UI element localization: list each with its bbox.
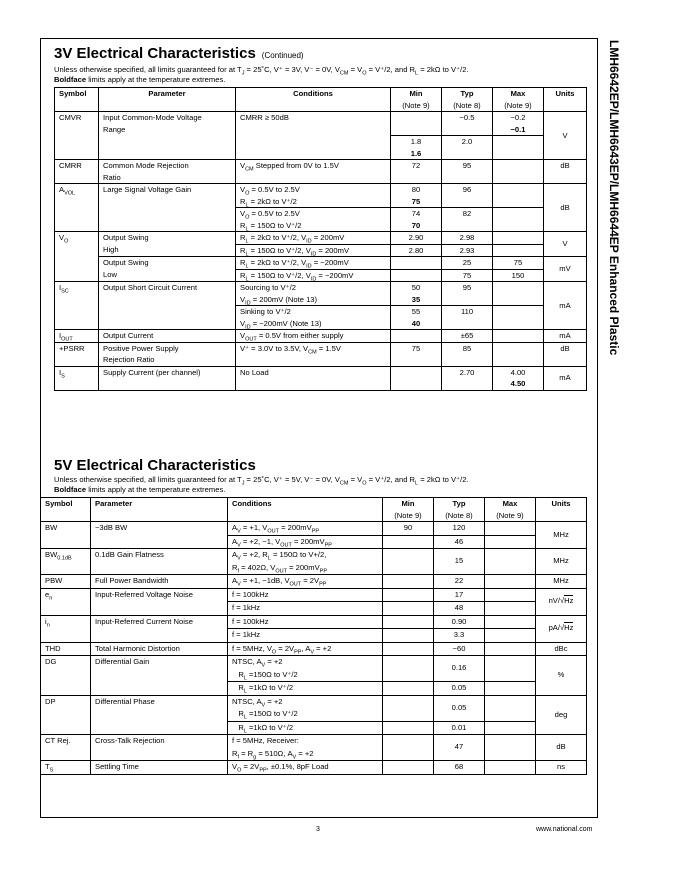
table-row: $A_{VOL}$ Large Signal Voltage Gain $V_O = 0.5V$ to 2.5V $R_L = 2k\Omega$ to V⁺/2 80 75 96 dB (55, 184, 587, 208)
table-row: Sinking to V⁺/2 $V_{ID} = -200mV$ (Note 13) 55 40 110 (55, 306, 587, 330)
table-header: Symbol Parameter Conditions Min (Note 9) Typ (Note 8) Max (Note 9) Units (41, 498, 587, 522)
table-row: $I_{OUT}$ Output Current $V_{OUT} = 0.5V$ from either supply ±65 mA (55, 330, 587, 343)
side-title (603, 40, 623, 520)
section-3v-note: Unless otherwise specified, all limits guaranteed for at $T_J$ = 25˚C, V⁺ = 3V, V⁻ = 0V, $V_{CM} = V_O = V^+/2$, and $R_L = 2k\Omega$ to V⁺/2. Boldface limits apply at the temperature extremes. (54, 65, 469, 84)
table-header: Symbol Parameter Conditions Min (Note 9) Typ (Note 8) Max (Note 9) Units (55, 88, 587, 112)
table-5v (40, 497, 587, 775)
sqrt-icon: √ (559, 623, 565, 633)
table-row: DP Differential Phase NTSC, $A_V = +2$ $R_L =150\Omega$ to V⁺/2 0.05 deg (41, 695, 587, 721)
table-row: $V_O = 0.5V$ to 2.5V $R_L = 150\Omega$ to V⁺/2 74 70 82 (55, 208, 587, 232)
table-row: PBW Full Power Bandwidth $A_V = +1$, −1dB, $V_{OUT} = 2V_{PP}$ 22 MHz (41, 575, 587, 589)
table-row: $I_S$ Supply Current (per channel) No Load 2.70 4.00 4.50 mA (55, 366, 587, 390)
section-5v-note: Unless otherwise specified, all limits guaranteed for at $T_J$ = 25˚C, V⁺ = 5V, V⁻ = 0V, $V_{CM} = V_O = V^+/2$, and $R_L = 2k\Omega$ to V⁺/2. Boldface limits apply at the temperature extremes. (54, 475, 469, 494)
table-row: $V_O$ Output Swing High $R_L = 2k\Omega$ to V⁺/2, $V_{ID} = 200mV$ 2.90 2.98 V (55, 232, 587, 245)
table-row: $R_L = 150\Omega$ to V⁺/2, $V_{ID} = -200mV$ 75 150 (55, 269, 587, 282)
table-row: CMRR Common Mode Rejection Ratio $V_{CM}$ Stepped from 0V to 1.5V 72 95 dB (55, 160, 587, 184)
table-row: THD Total Harmonic Distortion f = 5MHz, $V_O = 2V_{PP}$, $A_V = +2$ −60 dBc (41, 642, 587, 656)
table-row: $A_V = +2$, −1, $V_{OUT} = 200mV_{PP}$ 46 (41, 535, 587, 549)
continued-label: (Continued) (261, 51, 304, 60)
section-5v (45, 457, 586, 775)
table-row: $T_S$ Settling Time $V_O = 2V_{PP}$, ±0.1%, 8pF Load 68 ns (41, 761, 587, 775)
table-row: BW −3dB BW $A_V = +1$, $V_{OUT} = 200mV_{PP}$ 90 120 MHz (41, 522, 587, 536)
sqrt-icon: √ (559, 596, 565, 606)
table-row: $R_L =1k\Omega$ to V⁺/2 0.01 (41, 721, 587, 735)
table-row: CMVR Input Common-Mode Voltage Range CMRR ≥ 50dB −0.5 −0.2 −0.1 V (55, 112, 587, 136)
table-row: +PSRR Positive Power Supply Rejection Ratio V⁺ = 3.0V to 3.5V, $V_{CM} = 1.5V$ 75 85 dB (55, 342, 587, 366)
table-row: $I_{SC}$ Output Short Circuit Current Sourcing to V⁺/2 $V_{ID} = 200mV$ (Note 13) 50 35 95 mA (55, 282, 587, 306)
table-row: 1.8 1.6 2.0 (55, 136, 587, 160)
footer-link[interactable]: www.national.com (536, 826, 593, 833)
table-row: $e_n$ Input-Referred Voltage Noise f = 100kHz 17 nV/√Hz (41, 588, 587, 602)
table-row: f = 1kHz 48 (41, 602, 587, 616)
table-row: $R_L =1k\Omega$ to V⁺/2 0.05 (41, 682, 587, 696)
page-number: 3 (316, 826, 320, 833)
table-row: DG Differential Gain NTSC, $A_V = +2$ $R_L =150\Omega$ to V⁺/2 0.16 % (41, 656, 587, 682)
table-row: CT Rej. Cross-Talk Rejection f = 5MHz, Receiver: $R_f = R_g = 510\Omega$, $A_V = +2$ 47 dB (41, 735, 587, 761)
table-row: f = 1kHz 3.3 (41, 629, 587, 643)
section-3v (54, 45, 586, 391)
section-5v-title: 5V Electrical Characteristics (54, 457, 256, 474)
table-row: $i_n$ Input-Referred Current Noise f = 100kHz 0.90 pA/√Hz (41, 615, 587, 629)
table-row: $BW_{0.1dB}$ 0.1dB Gain Flatness $A_V = +2$, $R_L = 150\Omega$ to V+/2, $R_f = 402\Omega$, $V_{OUT} = 200mV_{PP}$ 15 MHz (41, 549, 587, 575)
side-title-text: LMH6642EP/LMH6643EP/LMH6644EP Enhanced Plastic (607, 40, 621, 356)
table-row: Output Swing Low $R_L = 2k\Omega$ to V⁺/2, $V_{ID} = -200mV$ 25 75 mV (55, 257, 587, 270)
table-3v (54, 87, 587, 391)
section-3v-title: 3V Electrical Characteristics (Continued) (54, 45, 304, 62)
table-row: $R_L = 150\Omega$ to V⁺/2, $V_{ID} = 200mV$ 2.80 2.93 (55, 244, 587, 257)
